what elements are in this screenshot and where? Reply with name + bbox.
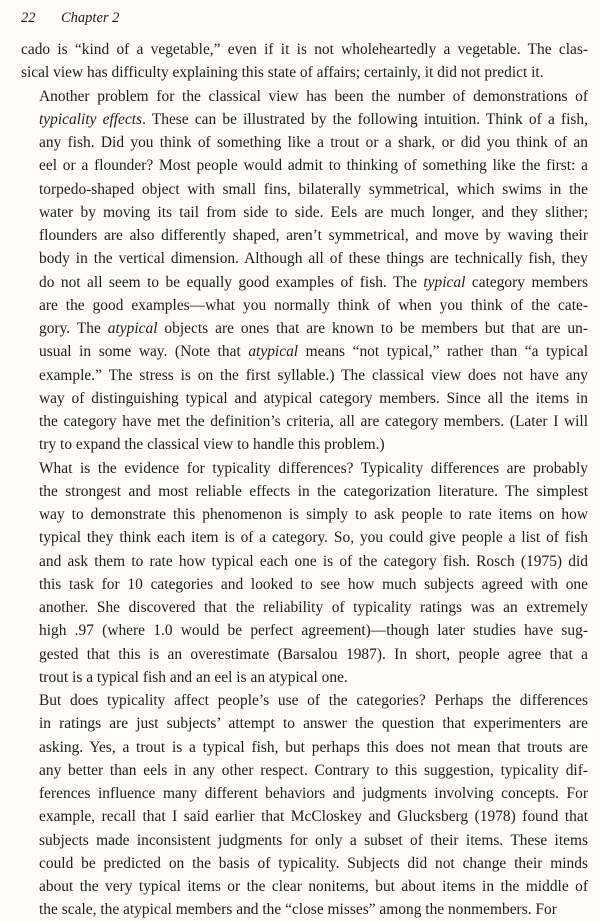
text-run: . These can be illustrated by the following intuition. Think of a fish,: [142, 110, 588, 128]
text-run: any fish. Did you think of something like a trout or a shark, or did you think of an: [39, 134, 588, 151]
text-line: [21, 131, 588, 154]
text-run: eel or a flounder? Most people would admit to thinking of something like the first: a: [39, 157, 588, 175]
text-run: cado is “kind of a vegetable,” even if it is not wholeheartedly a vegetable. The clas-: [21, 41, 588, 58]
text-run: about the very typical items or the clear nonitems, but about items in the middle of: [39, 878, 588, 895]
text-run: objects are ones that are known to be members but that are un-: [157, 320, 588, 337]
text-run: way to demonstrate this phenomenon is simply to ask people to rate items on how: [39, 506, 588, 523]
text-line: [21, 666, 588, 689]
text-line: [21, 875, 588, 898]
text-line: [21, 154, 588, 177]
text-run: do not all seem to be equally good examples of fish. The: [39, 273, 424, 291]
text-line: [21, 364, 588, 387]
text-line: [21, 247, 588, 270]
running-head: [21, 8, 588, 28]
text-run: gory. The: [39, 320, 108, 337]
text-run: this task for 10 categories and looked to see how much subjects agreed with one: [39, 575, 588, 593]
text-run: But does typicality affect people’s use of the categories? Perhaps the differences: [39, 692, 588, 709]
text-line: [21, 340, 588, 363]
text-run: trout is a typical fish and an eel is an atypical one.: [39, 668, 348, 686]
text-line: [21, 294, 588, 317]
italic-term: atypical: [248, 343, 299, 361]
text-run: example, recall that I said earlier that McCloskey and Glucksberg (1978) found that: [39, 808, 588, 826]
text-line: [21, 85, 588, 108]
text-line: [21, 271, 588, 294]
text-run: asking. Yes, a trout is a typical fish, but perhaps this does not mean that trouts are: [39, 738, 588, 756]
text-line: [21, 61, 588, 84]
text-run: try to expand the classical view to handle this problem.): [39, 436, 385, 454]
paragraph: [21, 457, 588, 690]
text-line: [21, 503, 588, 526]
text-line: [21, 410, 588, 433]
text-line: [21, 736, 588, 759]
paragraph: [21, 85, 588, 457]
text-run: sical view has difficulty explaining this state of affairs; certainly, it did not predict it.: [21, 64, 544, 82]
text-run: torpedo-shaped object with small fins, bilaterally symmetrical, which swims in the: [39, 180, 588, 198]
italic-term: typicality effects: [39, 110, 143, 128]
text-run: typical they think each item is of a category. So, you could give people a list of fish: [39, 529, 588, 547]
text-run: high .97 (where 1.0 would be perfect agreement)—though later studies have sug-: [39, 622, 588, 640]
text-run: example.” The stress is on the first syllable.) The classical view does not have any: [39, 366, 588, 384]
text-line: [21, 480, 588, 503]
text-run: in ratings are just subjects’ attempt to answer the question that experimenters are: [39, 715, 588, 733]
text-line: [21, 643, 588, 666]
text-run: the scale, the atypical members and the “close misses” among the nonmembers. For: [39, 901, 557, 919]
text-line: [21, 108, 588, 131]
text-run: are the good examples—what you normally think of when you think of the cate-: [39, 296, 588, 314]
text-run: category members: [465, 273, 588, 291]
text-run: What is the evidence for typicality differences? Typicality differences are probably: [39, 459, 588, 477]
text-line: [21, 317, 588, 340]
text-line: [21, 38, 588, 61]
text-line: [21, 759, 588, 782]
text-run: the category have met the definition’s criteria, all are category members. (Later I will: [39, 413, 588, 430]
italic-term: atypical: [107, 320, 158, 337]
text-line: [21, 619, 588, 642]
text-line: [21, 852, 588, 875]
page-number: 22: [21, 10, 36, 26]
text-run: and ask them to rate how typical each one is of the category fish. Rosch (1975) did: [39, 552, 588, 570]
text-run: could be predicted on the basis of typicality. Subjects did not change their minds: [39, 854, 588, 872]
text-run: ferences influence many different behaviors and judgments involving concepts. For: [39, 785, 588, 802]
text-line: [21, 898, 588, 921]
text-run: flounders are also differently shaped, aren’t symmetrical, and move by waving their: [39, 227, 588, 244]
text-run: Another problem for the classical view has been the number of demonstrations of: [39, 87, 588, 105]
text-run: water by moving its tail from side to side. Eels are much longer, and they slither;: [39, 203, 588, 221]
text-line: [21, 178, 588, 201]
text-line: [21, 689, 588, 712]
text-line: [21, 387, 588, 410]
text-line: [21, 526, 588, 549]
text-line: [21, 224, 588, 247]
chapter-title: Chapter 2: [61, 10, 120, 26]
text-run: usual in some way. (Note that: [39, 343, 249, 361]
text-line: [21, 805, 588, 828]
text-line: [21, 550, 588, 573]
text-line: [21, 782, 588, 805]
text-line: [21, 712, 588, 735]
text-line: [21, 433, 588, 456]
text-line: [21, 201, 588, 224]
text-run: way of distinguishing typical and atypical category members. Since all the items in: [39, 389, 588, 407]
text-line: [21, 829, 588, 852]
text-run: means “not typical,” rather than “a typical: [298, 343, 588, 361]
italic-term: typical: [423, 273, 466, 291]
text-line: [21, 596, 588, 619]
paragraph: [21, 689, 588, 922]
text-run: the strongest and most reliable effects in the categorization literature. The simplest: [39, 482, 588, 500]
body-text: [21, 38, 588, 922]
text-line: [21, 573, 588, 596]
text-run: another. She discovered that the reliability of typicality ratings was an extremely: [39, 599, 588, 616]
paragraph: [21, 38, 588, 85]
text-run: any better than eels in any other respect. Contrary to this suggestion, typicality dif-: [39, 761, 588, 779]
text-run: gested that this is an overestimate (Barsalou 1987). In short, people agree that a: [39, 645, 588, 663]
text-line: [21, 457, 588, 480]
text-run: body in the vertical dimension. Although all of these things are technically fish, they: [39, 250, 588, 268]
text-run: subjects made inconsistent judgments for only a subset of their items. These items: [39, 831, 588, 849]
